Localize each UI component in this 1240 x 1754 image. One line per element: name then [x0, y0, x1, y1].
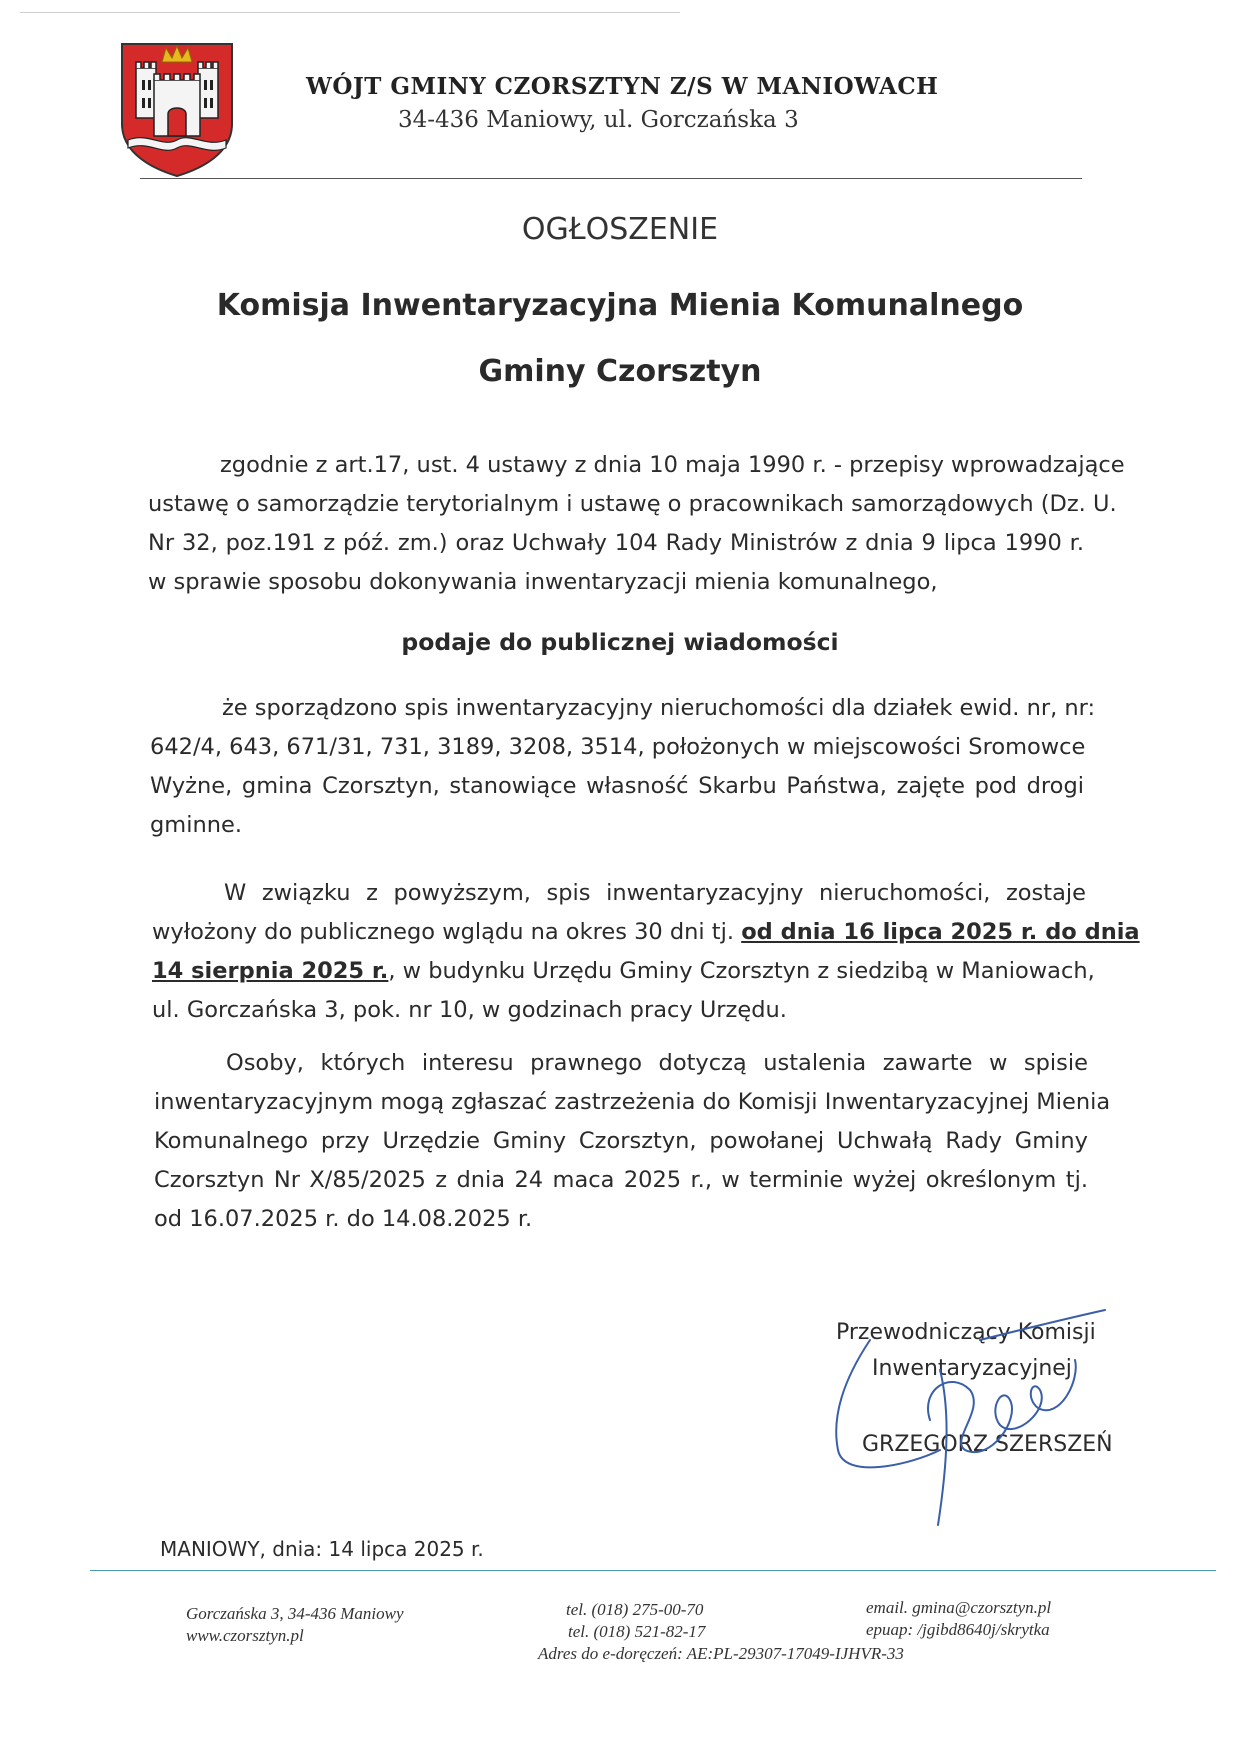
p3-line [152, 952, 1095, 991]
header-divider [140, 178, 1082, 179]
subtitle-line2: Gminy Czorsztyn [478, 354, 762, 389]
p4-line: Osoby, których interesu prawnego dotyczą ustalenia zawarte w spisie [226, 1050, 1088, 1076]
footer-website[interactable]: www.czorsztyn.pl [186, 1626, 304, 1645]
footer-email[interactable]: email. gmina@czorsztyn.pl [866, 1598, 1052, 1617]
crest-icon [118, 40, 236, 178]
paragraph-legal-basis [148, 446, 1125, 602]
p4-line: Czorsztyn Nr X/85/2025 z dnia 24 maca 2025 r., w terminie wyżej określonym tj. [154, 1167, 1088, 1193]
p2-line: 642/4, 643, 671/31, 731, 3189, 3208, 3514, położonych w miejscowości Sromowce [150, 734, 1086, 760]
footer-tel2: tel. (018) 521-82-17 [568, 1622, 706, 1641]
p1-line: Nr 32, poz.191 z póź. zm.) oraz Uchwały 104 Rady Ministrów z dnia 9 lipca 1990 r. [148, 530, 1084, 556]
footer-epuap: epuap: /jgibd8640j/skrytka [866, 1620, 1050, 1639]
p3-line: ul. Gorczańska 3, pok. nr 10, w godzinach pracy Urzędu. [152, 997, 787, 1023]
signatory-name: GRZEGORZ SZERSZEŃ [862, 1432, 1113, 1457]
signature-role-line2: Inwentaryzacyjnej [872, 1356, 1072, 1381]
p1-line: ustawę o samorządzie terytorialnym i ustawę o pracownikach samorządowych (Dz. U. [148, 491, 1117, 517]
paragraph-display-period [152, 874, 1140, 1030]
p3-line: W związku z powyższym, spis inwentaryzacyjny nieruchomości, zostaje [224, 880, 1086, 906]
footer-address: Gorczańska 3, 34-436 Maniowy [186, 1604, 404, 1623]
announcement-heading: podaje do publicznej wiadomości [401, 628, 839, 656]
p3-line3-text: , w budynku Urzędu Gminy Czorsztyn z siedzibą w Maniowach, [388, 958, 1095, 984]
period-start-date: od dnia 16 lipca 2025 r. do dnia [741, 919, 1140, 945]
p1-line: w sprawie sposobu dokonywania inwentaryzacji mienia komunalnego, [148, 569, 938, 595]
place-and-date: MANIOWY, dnia: 14 lipca 2025 r. [160, 1537, 484, 1561]
paragraph-objections [154, 1044, 1111, 1239]
p2-line: że sporządzono spis inwentaryzacyjny nieruchomości dla działek ewid. nr, nr: [222, 695, 1096, 721]
subtitle-line1: Komisja Inwentaryzacyjna Mienia Komunalnego [216, 288, 1024, 323]
p4-line: Komunalnego przy Urzędzie Gminy Czorsztyn, powołanej Uchwałą Rady Gminy [154, 1128, 1088, 1154]
signature-role-line1: Przewodniczący Komisji [836, 1320, 1096, 1345]
document-title: OGŁOSZENIE [521, 212, 719, 247]
footer-divider [90, 1570, 1216, 1571]
p3-line [152, 913, 1140, 952]
period-end-date: 14 sierpnia 2025 r. [152, 958, 389, 984]
institution-address: 34-436 Maniowy, ul. Gorczańska 3 [398, 107, 799, 133]
footer-tel1: tel. (018) 275-00-70 [566, 1600, 704, 1619]
p2-line: Wyżne, gmina Czorsztyn, stanowiące własność Skarbu Państwa, zajęte pod drogi [150, 773, 1084, 799]
coat-of-arms [118, 40, 236, 178]
handwritten-signature [820, 1300, 1120, 1530]
p2-line: gminne. [150, 812, 242, 838]
top-scan-line [20, 12, 680, 13]
p1-line: zgodnie z art.17, ust. 4 ustawy z dnia 10 maja 1990 r. - przepisy wprowadzające [220, 452, 1125, 478]
footer-edelivery: Adres do e-doręczeń: AE:PL-29307-17049-IJHVR-33 [538, 1644, 904, 1663]
p4-line: inwentaryzacyjnym mogą zgłaszać zastrzeżenia do Komisji Inwentaryzacyjnej Mienia [154, 1089, 1111, 1115]
institution-name: WÓJT GMINY CZORSZTYN Z/S W MANIOWACH [306, 73, 939, 100]
p4-line: od 16.07.2025 r. do 14.08.2025 r. [154, 1206, 533, 1232]
p3-line2-text: wyłożony do publicznego wglądu na okres 30 dni tj. [152, 919, 742, 945]
paragraph-inventory [150, 689, 1096, 845]
